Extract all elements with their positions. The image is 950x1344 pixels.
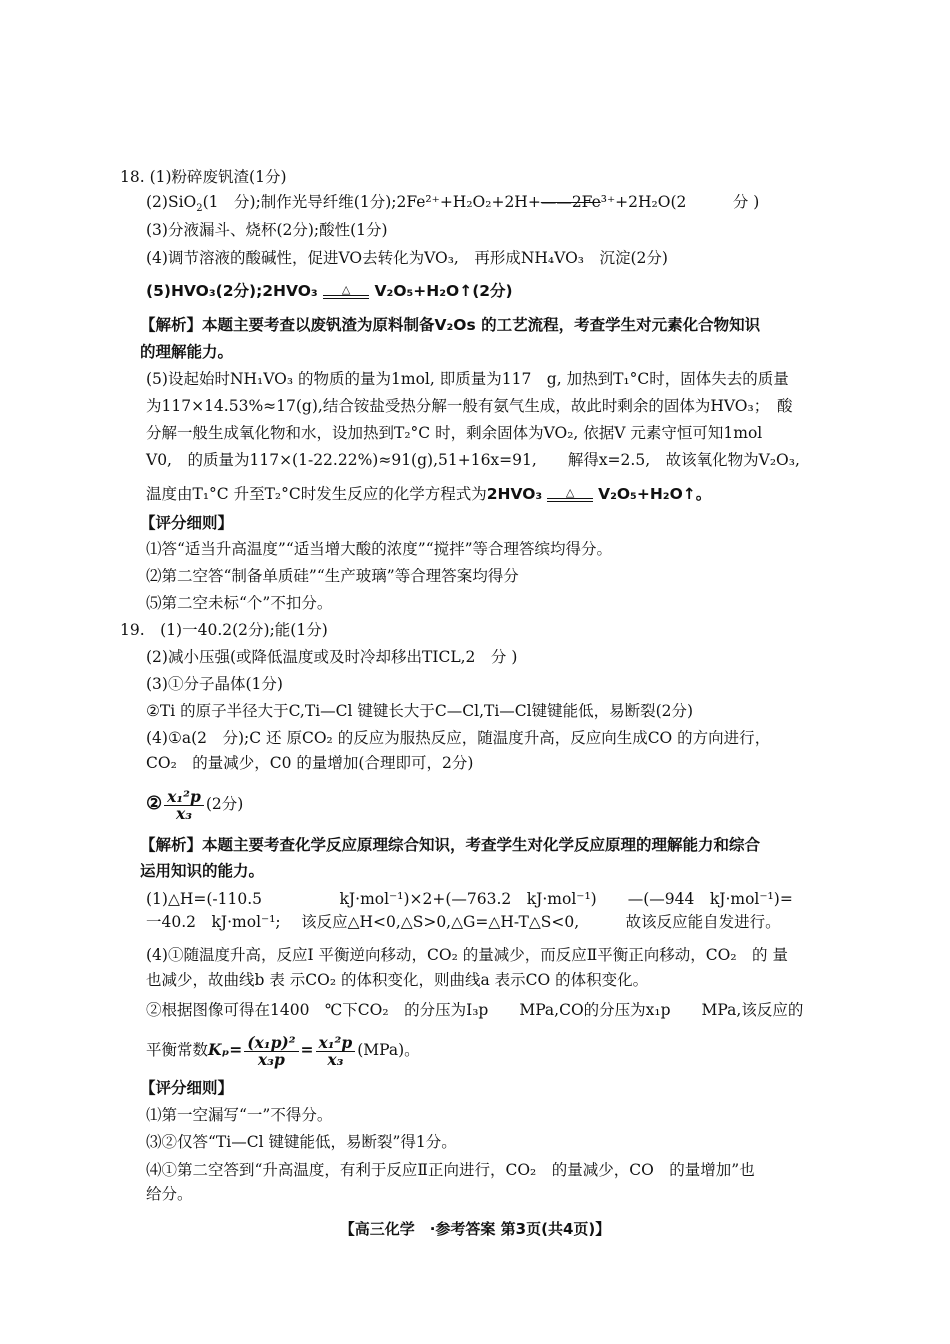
kp-fraction-1: $\frac{\text{(x₁p)²}}{\text{x₃p}}$ — [244, 1035, 298, 1068]
q19-part4-formula: ② $\frac{\text{x₁²p}}{\text{x₃}}$ (2分) — [146, 786, 244, 823]
q19-part1: 19. (1)一40.2(2分);能(1分) — [120, 621, 328, 639]
q18-part3: (3)分液漏斗、烧杯(2分);酸性(1分) — [146, 221, 388, 239]
q18-analysis-text5: 温度由T₁°C 升至T₂°C时发生反应的化学方程式为2HVO₃ △ V₂O₅+H₂O↑。 — [146, 485, 712, 503]
q19-score2: ⑶②仅答“Ti—Cl 键键能低，易断裂”得1分。 — [146, 1133, 457, 1151]
kp-fraction-2: $\frac{\text{x₁²p}}{\text{x₃}}$ — [316, 1035, 356, 1068]
q19-analysis-text1: (1)△H=(-110.5 kJ·mol⁻¹)×2+(—763.2 kJ·mol⁻¹) —(—944 kJ·mol⁻¹)= — [146, 890, 793, 908]
page-footer: 【高三化学 ·参考答案 第3页(共4页)】 — [339, 1220, 611, 1238]
q18-score3: ⑸第二空未标“个”不扣分。 — [146, 594, 333, 612]
q18-analysis-text1: (5)设起始时NH₁VO₃ 的物质的量为1mol, 即质量为117 g, 加热到T₁°C时，固体失去的质量 — [146, 370, 789, 388]
q18-part2: (2)SiO$_2$(1 分);制作光导纤维(1分);2Fe²⁺+H₂O₂+2H+——2Fe³⁺+2H₂O(2 分 ) — [146, 193, 760, 215]
q18-score-title: 【评分细则】 — [140, 514, 234, 532]
heating-arrow: △ — [323, 285, 369, 299]
q18-part1: 18. (1)粉碎废钒渣(1分) — [120, 168, 287, 186]
q19-part4b: CO₂ 的量减少，C0 的量增加(合理即可，2分) — [146, 754, 474, 772]
q18-analysis-text3: 分解一般生成氧化物和水，设加热到T₂°C 时，剩余固体为VO₂, 依据V 元素守恒可知1mol — [146, 424, 763, 442]
q19-analysis-text4: 也减少，故曲线b 表 示CO₂ 的体积变化，则曲线a 表示CO 的体积变化。 — [146, 971, 649, 989]
q19-score-title: 【评分细则】 — [140, 1079, 234, 1097]
q18-analysis-line1: 【解析】本题主要考查以废钒渣为原料制备V₂Os 的工艺流程，考查学生对元素化合物知识 — [140, 316, 761, 334]
q19-analysis-text3: (4)①随温度升高，反应I 平衡逆向移动，CO₂ 的量减少，而反应Ⅱ平衡正向移动，CO₂ 的 量 — [146, 946, 788, 964]
q18-score1: ⑴答“适当升高温度”“适当增大酸的浓度”“搅拌”等合理答缤均得分。 — [146, 540, 613, 558]
q19-part2: (2)减小压强(或降低温度或及时冷却移出TICL,2 分 ) — [146, 648, 518, 666]
q19-analysis-text6: 平衡常数Kₚ= $\frac{\text{(x₁p)²}}{\text{x₃p}}$ = $\frac{\text{x₁²p}}{\text{x₃}}$ (MPa)。 — [146, 1032, 420, 1069]
heating-arrow: △ — [547, 488, 593, 502]
q18-analysis-text2: 为117×14.53%≈17(g),结合铵盐受热分解一般有氨气生成，故此时剩余的固体为HVO₃； 酸 — [146, 397, 793, 415]
q19-analysis-line1: 【解析】本题主要考查化学反应原理综合知识，考查学生对化学反应原理的理解能力和综合 — [140, 836, 761, 854]
q18-analysis-line2: 的理解能力。 — [140, 343, 234, 361]
q19-score4: 给分。 — [146, 1185, 193, 1203]
q19-part4a: (4)①a(2 分);C 还 原CO₂ 的反应为服热反应，随温度升高，反应向生成CO 的方向进行， — [146, 729, 771, 747]
q18-part5: (5)HVO₃(2分);2HVO₃ △ V₂O₅+H₂O↑(2分) — [146, 282, 513, 300]
q19-score3: ⑷①第二空答到“升高温度，有利于反应Ⅱ正向进行，CO₂ 的量减少，CO 的量增加”也 — [146, 1161, 755, 1179]
kp-fraction: $\frac{\text{x₁²p}}{\text{x₃}}$ — [164, 789, 204, 822]
q19-part3: (3)①分子晶体(1分) — [146, 675, 283, 693]
q19-part3b: ②Ti 的原子半径大于C,Ti—Cl 键键长大于C—Cl,Ti—Cl键键能低，易断裂(2分) — [146, 702, 694, 720]
q18-analysis-text4: V0, 的质量为117×(1-22.22%)≈91(g),51+16x=91, 解得x=2.5, 故该氧化物为V₂O₃, — [146, 451, 800, 469]
q19-analysis-text2: 一40.2 kJ·mol⁻¹; 该反应△H<0,△S>0,△G=△H-T△S<0, 故该反应能自发进行。 — [146, 913, 781, 931]
q18-score2: ⑵第二空答“制备单质硅”“生产玻璃”等合理答案均得分 — [146, 567, 519, 585]
q19-analysis-text5: ②根据图像可得在1400 ℃下CO₂ 的分压为I₃p MPa,CO的分压为x₁p MPa,该反应的 — [146, 1001, 804, 1019]
q19-analysis-line2: 运用知识的能力。 — [140, 862, 265, 880]
q18-part4: (4)调节溶液的酸碱性，促进VO去转化为VO₃, 再形成NH₄VO₃ 沉淀(2分) — [146, 249, 668, 267]
q19-score1: ⑴第一空漏写“一”不得分。 — [146, 1106, 333, 1124]
